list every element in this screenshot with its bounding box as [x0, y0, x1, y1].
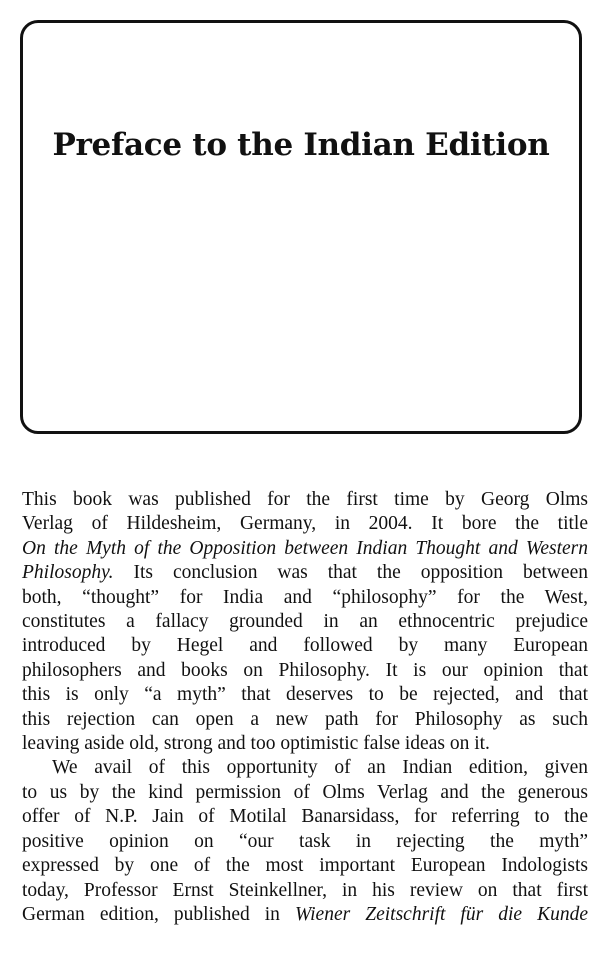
- text-line: this rejection can open a new path for Philosophy as such: [22, 708, 588, 730]
- text-line: philosophers and books on Philosophy. It is our opinion that: [22, 659, 588, 681]
- paragraph: [22, 488, 588, 756]
- text-line: to us by the kind permission of Olms Verlag and the generous: [22, 781, 588, 803]
- text-line: We avail of this opportunity of an Indian edition, given: [52, 757, 588, 779]
- italic-title: On the Myth of the Opposition between Indian Thought and Western: [22, 537, 588, 559]
- text-line: today, Professor Ernst Steinkellner, in his review on that first: [22, 879, 588, 901]
- text-line: German edition, published in Wiener Zeitschrift für die Kunde: [22, 903, 588, 925]
- body-text: [22, 488, 588, 927]
- text-line: Verlag of Hildesheim, Germany, in 2004. It bore the title: [22, 513, 588, 535]
- text-line: constitutes a fallacy grounded in an ethnocentric prejudice: [22, 611, 588, 633]
- italic-title: Philosophy.: [22, 562, 114, 584]
- text-line: expressed by one of the most important European Indologists: [22, 855, 588, 877]
- page-title: Preface to the Indian Edition: [52, 127, 550, 163]
- text-line: offer of N.P. Jain of Motilal Banarsidass, for referring to the: [22, 806, 588, 828]
- text-line: this is only “a myth” that deserves to be rejected, and that: [22, 684, 588, 706]
- text-line: positive opinion on “our task in rejecting the myth”: [22, 830, 588, 852]
- text-line: introduced by Hegel and followed by many European: [22, 635, 588, 657]
- text-line: leaving aside old, strong and too optimistic false ideas on it.: [22, 733, 490, 755]
- title-frame: [20, 20, 582, 434]
- text-line: This book was published for the first time by Georg Olms: [22, 489, 588, 510]
- text-line: Philosophy. Its conclusion was that the opposition between: [22, 562, 588, 584]
- text-line: both, “thought” for India and “philosophy” for the West,: [22, 586, 588, 608]
- text-line: [22, 537, 588, 561]
- italic-title: Wiener Zeitschrift für die Kunde: [294, 903, 588, 925]
- paragraph: [22, 756, 588, 927]
